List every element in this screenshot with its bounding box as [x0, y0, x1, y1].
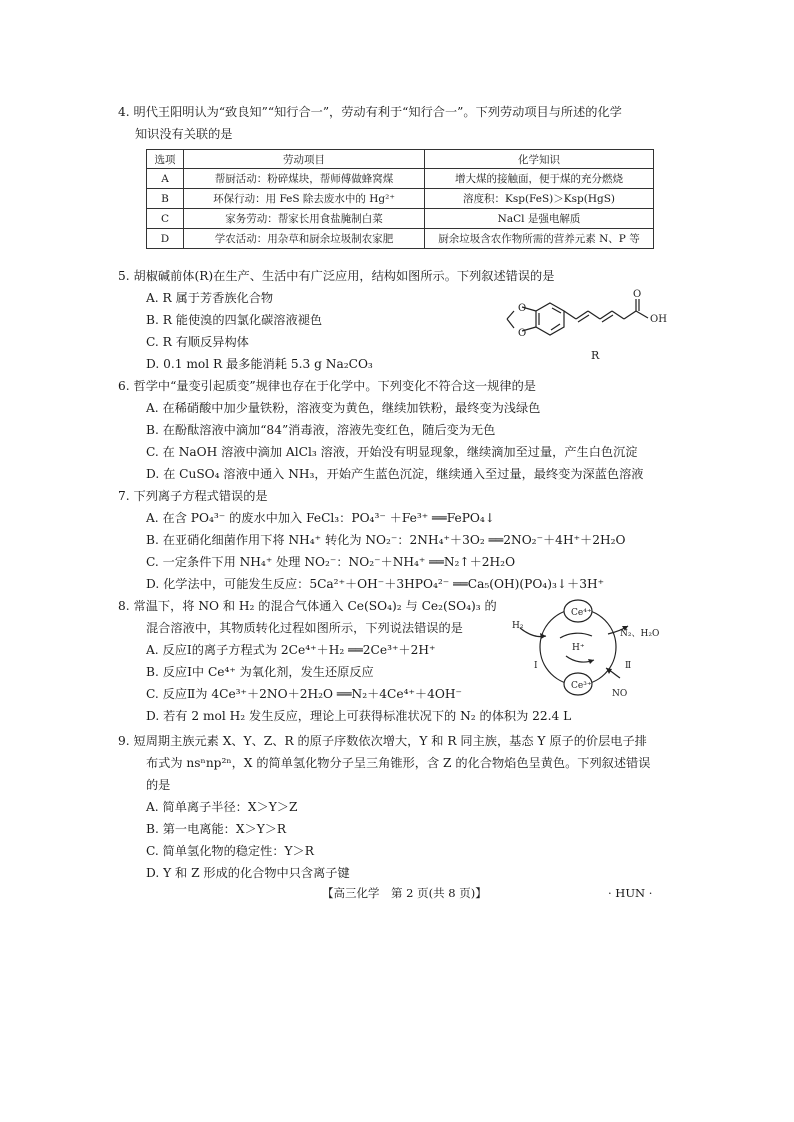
q5-option-a: A. R 属于芳香族化合物	[146, 291, 274, 305]
table-cell: D	[147, 229, 184, 249]
table-cell: B	[147, 189, 184, 209]
table-cell: NaCl 是强电解质	[425, 209, 654, 229]
carbonyl-oxygen-label: O	[633, 289, 642, 300]
h2-input-label: H₂	[512, 621, 524, 631]
proton-label: H⁺	[572, 643, 585, 653]
hydroxyl-label: OH	[650, 314, 667, 325]
q4-table	[146, 149, 654, 249]
table-cell: 家务劳动：帮家长用食盐腌制白菜	[184, 209, 425, 229]
q8-option-a: A. 反应Ⅰ的离子方程式为 2Ce⁴⁺＋H₂ ══2Ce³⁺＋2H⁺	[146, 643, 436, 657]
q6-stem: 6. 哲学中“量变引起质变”规律也存在于化学中。下列变化不符合这一规律的是	[118, 379, 536, 393]
q5-option-d: D. 0.1 mol R 最多能消耗 5.3 g Na₂CO₃	[146, 357, 373, 371]
ce3-label: Ce³⁺	[571, 681, 592, 691]
page-footer-number: 【高三化学 第 2 页(共 8 页)】	[322, 886, 487, 900]
q9-stem-line2: 布式为 nsⁿnp²ⁿ，X 的简单氢化物分子呈三角锥形，含 Z 的化合物焰色呈黄色。下列叙述错误	[146, 756, 651, 770]
q7-option-c: C. 一定条件下用 NH₄⁺ 处理 NO₂⁻：NO₂⁻＋NH₄⁺ ══N₂↑＋2H₂O	[146, 555, 516, 569]
q8-option-c: C. 反应Ⅱ为 4Ce³⁺＋2NO＋2H₂O ══N₂＋4Ce⁴⁺＋4OH⁻	[146, 687, 462, 701]
q8-stem-line2: 混合溶液中，其物质转化过程如图所示，下列说法错误的是	[146, 621, 463, 635]
q8-stem-line1: 8. 常温下，将 NO 和 H₂ 的混合气体通入 Ce(SO₄)₂ 与 Ce₂(SO₄)₃ 的	[118, 599, 497, 613]
table-row	[147, 229, 654, 249]
q4-stem-line2: 知识没有关联的是	[135, 127, 233, 141]
table-cell: A	[147, 169, 184, 189]
q9-option-d: D. Y 和 Z 形成的化合物中只含离子键	[146, 866, 350, 880]
no-input-label: NO	[612, 689, 628, 699]
q5-option-b: B. R 能使溴的四氯化碳溶液褪色	[146, 313, 323, 327]
q9-stem-line3: 的是	[146, 778, 171, 792]
q6-option-b: B. 在酚酞溶液中滴加“84”消毒液，溶液先变红色，随后变为无色	[146, 423, 496, 437]
reaction-i-label: Ⅰ	[534, 661, 538, 671]
q5-option-c: C. R 有顺反异构体	[146, 335, 249, 349]
reaction-ii-label: Ⅱ	[625, 661, 632, 671]
q7-option-b: B. 在亚硝化细菌作用下将 NH₄⁺ 转化为 NO₂⁻：2NH₄⁺＋3O₂ ══2NO₂⁻＋4H⁺＋2H₂O	[146, 533, 626, 547]
q6-option-a: A. 在稀硝酸中加少量铁粉，溶液变为黄色，继续加铁粉，最终变为浅绿色	[146, 401, 541, 415]
table-cell: 学农活动：用杂草和厨余垃圾制农家肥	[184, 229, 425, 249]
q5-stem: 5. 胡椒碱前体(R)在生产、生活中有广泛应用，结构如图所示。下列叙述错误的是	[118, 269, 555, 283]
table-cell: 增大煤的接触面，便于煤的充分燃烧	[425, 169, 654, 189]
oxygen-atom-label: O	[518, 303, 527, 314]
q7-option-a: A. 在含 PO₄³⁻ 的废水中加入 FeCl₃：PO₄³⁻ ＋Fe³⁺ ══FePO₄↓	[146, 511, 495, 525]
q8-option-d: D. 若有 2 mol H₂ 发生反应，理论上可获得标准状况下的 N₂ 的体积为 22.4 L	[146, 709, 572, 723]
q8-option-b: B. 反应Ⅰ中 Ce⁴⁺ 为氧化剂，发生还原反应	[146, 665, 374, 679]
ce4-label: Ce⁴⁺	[571, 608, 592, 618]
table-cell: C	[147, 209, 184, 229]
products-label: N₂、H₂O	[620, 629, 660, 639]
table-header: 选项	[147, 150, 184, 169]
table-row	[147, 209, 654, 229]
q9-stem-line1: 9. 短周期主族元素 X、Y、Z、R 的原子序数依次增大，Y 和 R 同主族，基态 Y 原子的价层电子排	[118, 734, 647, 748]
table-cell: 厨余垃圾含农作物所需的营养元素 N、P 等	[425, 229, 654, 249]
q8-cycle-diagram	[508, 596, 668, 700]
table-row	[147, 169, 654, 189]
q9-option-a: A. 简单离子半径：X＞Y＞Z	[146, 800, 298, 814]
q7-option-d: D. 化学法中，可能发生反应：5Ca²⁺＋OH⁻＋3HPO₄²⁻ ══Ca₅(OH)(PO₄)₃↓＋3H⁺	[146, 577, 605, 591]
q7-stem: 7. 下列离子方程式错误的是	[118, 489, 268, 503]
q9-option-c: C. 简单氢化物的稳定性：Y＞R	[146, 844, 314, 858]
page-footer-code: · HUN ·	[608, 886, 653, 900]
table-header: 劳动项目	[184, 150, 425, 169]
table-header-row	[147, 150, 654, 169]
table-header: 化学知识	[425, 150, 654, 169]
oxygen-atom-label: O	[518, 328, 527, 339]
table-cell: 帮厨活动：粉碎煤块，帮师傅做蜂窝煤	[184, 169, 425, 189]
q5-structure-diagram	[480, 285, 690, 365]
q6-option-d: D. 在 CuSO₄ 溶液中通入 NH₃，开始产生蓝色沉淀，继续通入至过量，最终变为深蓝色溶液	[146, 467, 644, 481]
structure-label: R	[591, 349, 600, 362]
q4-stem-line1: 4. 明代王阳明认为“致良知”“知行合一”，劳动有利于“知行合一”。下列劳动项目与所述的化学	[118, 105, 622, 119]
q6-option-c: C. 在 NaOH 溶液中滴加 AlCl₃ 溶液，开始没有明显现象，继续滴加至过量，产生白色沉淀	[146, 445, 638, 459]
table-cell: 溶度积：Ksp(FeS)＞Ksp(HgS)	[425, 189, 654, 209]
table-cell: 环保行动：用 FeS 除去废水中的 Hg²⁺	[184, 189, 425, 209]
table-row	[147, 189, 654, 209]
q9-option-b: B. 第一电离能：X＞Y＞R	[146, 822, 287, 836]
